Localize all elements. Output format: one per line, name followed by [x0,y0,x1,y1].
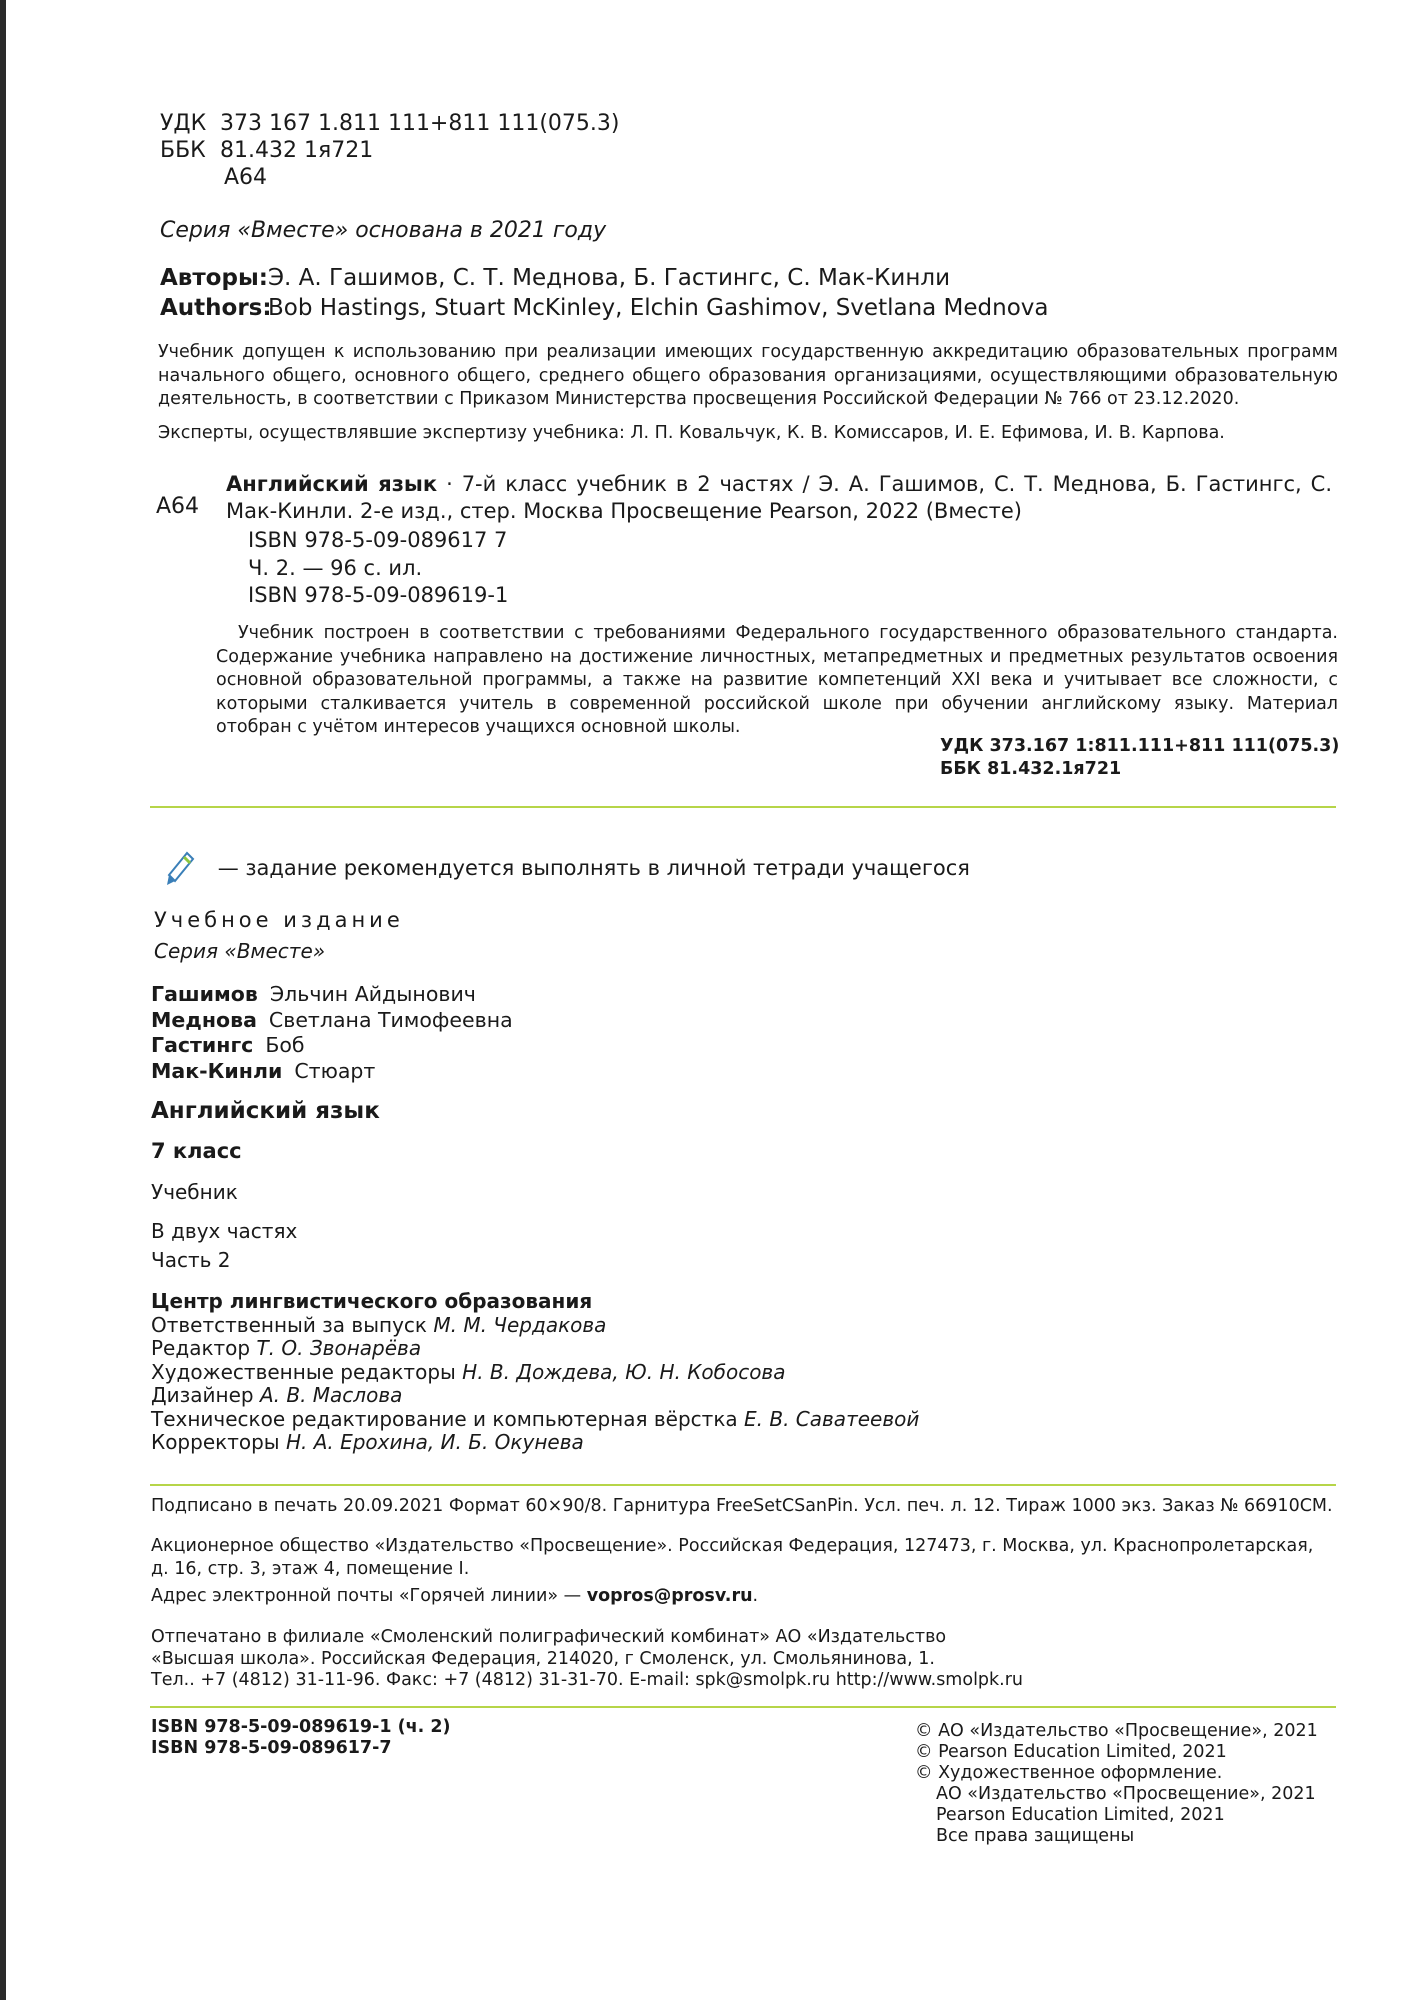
series-note: Серия «Вместе» основана в 2021 году [160,218,607,243]
udk-label: УДК [160,111,207,136]
authors-en-names: Bob Hastings, Stuart McKinley, Elchin Gashimov, Svetlana Mednova [268,295,1049,321]
author-surname: Меднова [151,1007,257,1032]
catalog-title-rest: · 7-й класс учебник в 2 частях / Э. А. Гашимов, С. Т. Меднова, Б. Гастингс, С. Мак-Кинли. 2-е изд., стер. Москва Просвещение Pearson, 2022 (Вместе) [226,472,1332,523]
credit-name: Т. О. Звонарёва [256,1336,422,1360]
credit-name: Е. В. Саватеевой [744,1406,920,1431]
credit-name: М. М. Чердакова [433,1312,607,1337]
copyright-line: © Pearson Education Limited, 2021 [915,1742,1227,1762]
credit-label: Дизайнер [151,1383,260,1407]
catalog-udk: УДК 373.167 1:811.111+811 111(075.3) [940,736,1340,756]
catalog-pages: Ч. 2. — 96 с. ил. [248,555,423,580]
legend-text: — задание рекомендуется выполнять в личной тетради учащегося [217,856,970,880]
book-part: Часть 2 [151,1248,231,1272]
credit-name: Н. В. Дождева, Ю. Н. Кобосова [462,1359,786,1384]
book-parts: В двух частях [151,1219,298,1243]
catalog-bbk: ББК 81.432.1я721 [940,759,1122,779]
book-grade: 7 класс [151,1139,242,1163]
copyright-block [915,1721,1318,1847]
book-title: Английский язык [151,1098,380,1124]
divider-rule [150,1484,1336,1486]
catalog-isbn-2: ISBN 978-5-09-089619-1 [248,583,509,607]
author-given: Стюарт [294,1058,376,1083]
scan-edge [0,0,6,2000]
author-surname: Гастингс [151,1033,254,1057]
edition-type: Учебное издание [154,908,404,932]
credit-label: Техническое редактирование и компьютерная вёрстка [151,1406,745,1431]
divider-rule [150,806,1336,808]
credit-label: Художественные редакторы [151,1359,463,1384]
copyright-line: АО «Издательство «Просвещение», 2021 [936,1784,1316,1804]
credit-label: Редактор [151,1336,257,1360]
author-surname: Мак-Кинли [151,1058,283,1083]
list-item [151,1059,513,1085]
authors-en-label: Authors: [160,295,272,321]
list-item [151,982,513,1008]
publisher-address: Акционерное общество «Издательство «Просвещение». Российская Федерация, 127473, г. Москва, ул. Краснопролетарская, д. 16, стр. 3, этаж 4, помещение I. [151,1536,1314,1579]
bbk-value: 81.432 1я721 [220,138,374,163]
isbn-line: ISBN 978-5-09-089617-7 [151,1738,392,1758]
edition-series: Серия «Вместе» [154,939,326,963]
printer-info [151,1627,1023,1692]
printer-line: Отпечатано в филиале «Смоленский полиграфический комбинат» АО «Издательство [151,1627,947,1647]
list-item [151,1033,513,1059]
credit-label: Ответственный за выпуск [151,1312,434,1337]
legend [163,850,970,888]
copyright-line: Pearson Education Limited, 2021 [936,1805,1225,1825]
catalog-isbn-1: ISBN 978-5-09-089617 7 [248,528,508,552]
catalog-book-title: Английский язык [226,472,438,496]
credit-name: А. В. Маслова [259,1383,403,1407]
book-type: Учебник [151,1180,238,1204]
hotline-email: vopros@prosv.ru [586,1586,753,1606]
catalog-isbn-lines [248,527,508,610]
author-given: Светлана Тимофеевна [268,1007,513,1032]
hotline-end: . [752,1586,759,1606]
pen-icon [163,856,218,880]
copyright-line: © Художественное оформление. [915,1763,1223,1783]
author-surname: Гашимов [151,982,258,1006]
credits-center: Центр лингвистического образования [151,1289,593,1313]
isbn-line: ISBN 978-5-09-089619-1 (ч. 2) [151,1717,451,1737]
credit-name: Н. А. Ерохина, И. Б. Окунева [285,1430,584,1454]
catalog-summary: Учебник построен в соответствии с требованиями Федерального государственного образовательного стандарта. Содержание учебника направлено на достижение личностных, метапредметных и предметных результатов освоения основной образовательной программы, а также на развитие компетенций XXI века и учитывает все сложности, с которыми сталкивается учитель в современной российской школе при обучении английскому языку. Материал отобран с учётом интересов учащихся основной школы. [216,623,1338,737]
hotline-label: Адрес электронной почты «Горячей линии» — [151,1586,587,1606]
approval-text: Учебник допущен к использованию при реализации имеющих государственную аккредитацию образовательных программ начального общего, основного общего, среднего общего образования организациями, осуществляющими образовательную деятельность, в соответствии с Приказом Министерства просвещения Российской Федерации № 766 от 23.12.2020. [158,342,1338,409]
divider-rule [150,1706,1336,1708]
authors-block [160,263,1049,323]
author-given: Боб [265,1033,305,1057]
copyright-line: © АО «Издательство «Просвещение», 2021 [915,1721,1318,1741]
authors-ru-names: Э. А. Гашимов, С. Т. Меднова, Б. Гастингс, С. Мак-Кинли [268,265,951,291]
udk-block [160,110,620,191]
list-item [151,1008,513,1034]
credits-block [151,1290,919,1455]
udk-value: 373 167 1.811 111+811 111(075.3) [220,111,620,136]
catalog-code: А64 [156,494,200,519]
print-info: Подписано в печать 20.09.2021 Формат 60×90/8. Гарнитура FreeSetCSanPin. Усл. печ. л. 12. Тираж 1000 экз. Заказ № 66910СМ. [151,1496,1333,1516]
credit-label: Корректоры [151,1430,286,1454]
copyright-line: Все права защищены [936,1826,1135,1846]
author-code: А64 [224,165,268,190]
authors-ru-label: Авторы: [160,265,268,291]
catalog-title [226,471,1332,525]
printer-line: «Высшая школа». Российская Федерация, 214020, г Смоленск, ул. Смольянинова, 1. [151,1648,935,1669]
printer-line: Тел.. +7 (4812) 31-11-96. Факс: +7 (4812) 31-31-70. E-mail: spk@smolpk.ru http://www.smolpk.ru [151,1670,1024,1690]
bbk-label: ББК [160,138,206,163]
author-names-list [151,982,513,1084]
isbn-bottom [151,1717,451,1759]
author-given: Эльчин Айдынович [269,982,476,1006]
experts-text: Эксперты, осуществлявшие экспертизу учебника: Л. П. Ковальчук, К. В. Комиссаров, И. Е. Ефимова, И. В. Карпова. [158,423,1225,443]
hotline [151,1586,758,1606]
catalog-classification [940,735,1339,781]
